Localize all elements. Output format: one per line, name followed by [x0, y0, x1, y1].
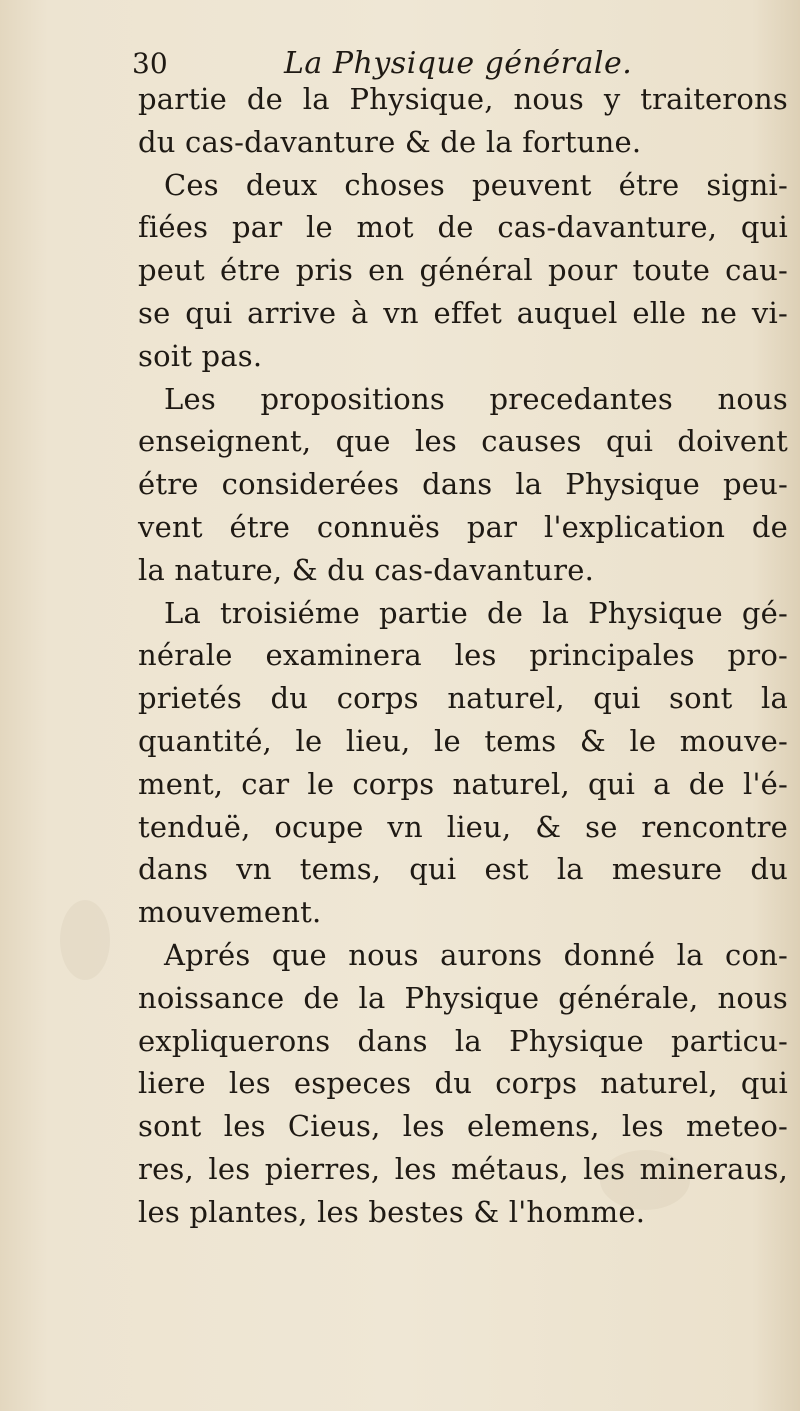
text-line: dans vn tems, qui est la mesure du	[138, 852, 788, 887]
text-line: enseignent, que les causes qui doivent	[138, 424, 788, 459]
text-line: ment, car le corps naturel, qui a de l'é-	[138, 766, 788, 801]
text-line: quantité, le lieu, le tems & le mouve-	[138, 723, 788, 758]
text-line: La troisiéme partie de la Physique gé-	[164, 595, 788, 630]
text-line: peut étre pris en général pour toute cau-	[138, 253, 788, 288]
text-line: les plantes, les bestes & l'homme.	[138, 1194, 646, 1229]
text-line: vent étre connuës par l'explication de	[138, 509, 788, 544]
text-line: noissance de la Physique générale, nous	[138, 980, 788, 1015]
text-line: res, les pierres, les métaus, les mineraus,	[138, 1151, 788, 1186]
text-line: tenduë, ocupe vn lieu, & se rencontre	[138, 809, 788, 844]
text-line: Aprés que nous aurons donné la con-	[164, 937, 788, 972]
text-line: sont les Cieus, les elemens, les meteo-	[138, 1109, 788, 1144]
running-title: La Physique générale.	[284, 46, 633, 81]
text-line: mouvement.	[138, 895, 322, 930]
text-line: Ces deux choses peuvent étre signi-	[164, 167, 788, 202]
text-line: étre considerées dans la Physique peu-	[138, 467, 788, 502]
text-line: nérale examinera les principales pro-	[138, 638, 788, 673]
text-line: la nature, & du cas-davanture.	[138, 552, 595, 587]
text-line: se qui arrive à vn effet auquel elle ne vi-	[138, 295, 788, 330]
text-line: soit pas.	[138, 338, 263, 373]
text-line: expliquerons dans la Physique particu-	[138, 1023, 788, 1058]
text-line: fiées par le mot de cas-davanture, qui	[138, 210, 788, 245]
text-line: partie de la Physique, nous y traiterons	[138, 82, 788, 116]
paper-stain	[60, 900, 110, 980]
text-line: liere les especes du corps naturel, qui	[138, 1066, 788, 1101]
text-line: Les propositions precedantes nous	[164, 381, 788, 416]
text-line: du cas-davanture & de la fortune.	[138, 124, 642, 159]
body-text	[138, 78, 788, 1234]
page-number: 30	[132, 47, 168, 80]
text-line: prietés du corps naturel, qui sont la	[138, 681, 788, 716]
